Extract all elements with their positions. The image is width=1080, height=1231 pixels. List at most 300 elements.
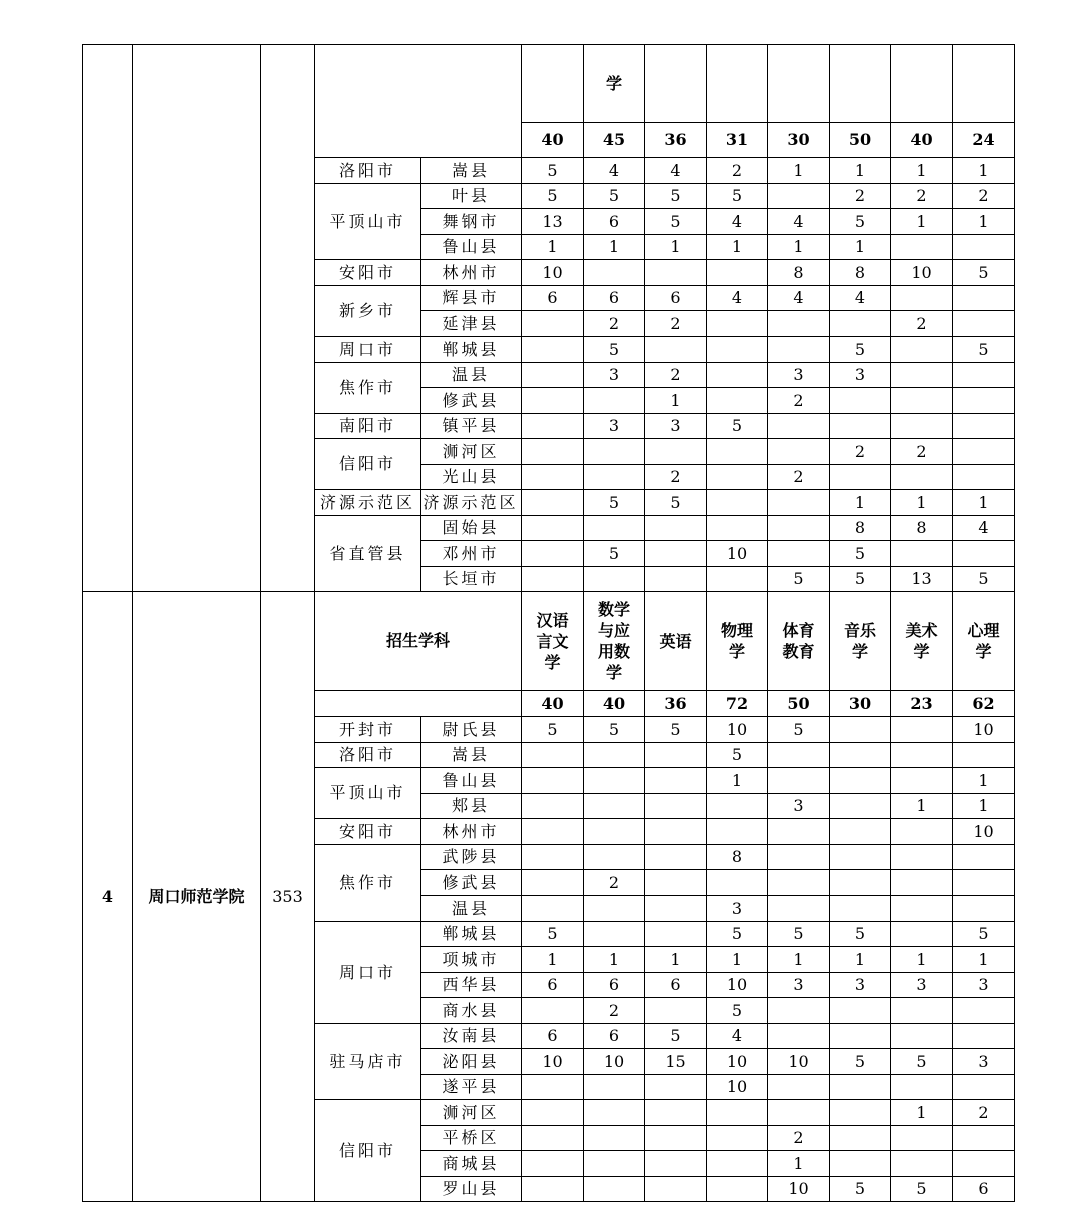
value-cell: 10: [707, 717, 768, 743]
county-cell: 西华县: [421, 973, 522, 998]
value-cell: 2: [645, 465, 707, 490]
city-cell: 焦作市: [315, 845, 421, 922]
subject-header-label: 招生学科: [315, 592, 522, 691]
value-cell: [891, 286, 953, 311]
subject-name-cell: [707, 592, 768, 691]
value-cell: [707, 388, 768, 414]
value-cell: 1: [891, 158, 953, 184]
value-cell: 10: [584, 1049, 645, 1075]
value-cell: [830, 794, 891, 819]
value-cell: [645, 922, 707, 947]
value-cell: 2: [707, 158, 768, 184]
value-cell: [768, 414, 830, 439]
value-cell: [768, 541, 830, 567]
value-cell: 5: [584, 490, 645, 516]
value-cell: 6: [645, 973, 707, 998]
value-cell: [707, 870, 768, 896]
value-cell: [891, 998, 953, 1024]
value-cell: [584, 1100, 645, 1126]
value-cell: [522, 768, 584, 794]
value-cell: [830, 819, 891, 845]
lower-quota-cell: 36: [645, 691, 707, 717]
subject-name-cell: [768, 592, 830, 691]
value-cell: [584, 567, 645, 592]
county-cell: 郸城县: [421, 337, 522, 363]
value-cell: 5: [768, 717, 830, 743]
upper-school-cell: [133, 45, 261, 592]
county-cell: 温县: [421, 363, 522, 388]
value-cell: [707, 465, 768, 490]
value-cell: 1: [953, 209, 1015, 235]
value-cell: 1: [830, 490, 891, 516]
value-cell: [830, 870, 891, 896]
value-cell: 6: [584, 1024, 645, 1049]
value-cell: [830, 1100, 891, 1126]
county-cell: 罗山县: [421, 1177, 522, 1202]
value-cell: 5: [707, 414, 768, 439]
subject-name-cell-text: 美术学: [905, 621, 938, 661]
value-cell: [953, 1024, 1015, 1049]
value-cell: [953, 311, 1015, 337]
value-cell: 6: [584, 286, 645, 311]
value-cell: [707, 567, 768, 592]
school-total-cell: 353: [261, 592, 315, 1202]
value-cell: [645, 1151, 707, 1177]
city-cell: 平顶山市: [315, 184, 421, 260]
upper-total-cell: [261, 45, 315, 592]
county-cell: 汝南县: [421, 1024, 522, 1049]
value-cell: [891, 896, 953, 922]
value-cell: [953, 286, 1015, 311]
value-cell: [707, 794, 768, 819]
value-cell: 5: [707, 743, 768, 768]
value-cell: [891, 1126, 953, 1151]
value-cell: 10: [768, 1049, 830, 1075]
value-cell: 3: [830, 363, 891, 388]
value-cell: [522, 567, 584, 592]
county-cell: 叶县: [421, 184, 522, 209]
lower-quota-cell: 23: [891, 691, 953, 717]
value-cell: 2: [584, 998, 645, 1024]
value-cell: [768, 516, 830, 541]
lower-quota-cell: 62: [953, 691, 1015, 717]
value-cell: [953, 235, 1015, 260]
value-cell: 1: [891, 490, 953, 516]
county-cell: 延津县: [421, 311, 522, 337]
value-cell: 3: [953, 973, 1015, 998]
value-cell: 5: [830, 209, 891, 235]
value-cell: 2: [768, 465, 830, 490]
upper-subject-head-6: [830, 45, 891, 123]
value-cell: [645, 1075, 707, 1100]
value-cell: [522, 516, 584, 541]
subject-name-cell: [953, 592, 1015, 691]
upper-subject-head-7: [891, 45, 953, 123]
value-cell: [768, 1024, 830, 1049]
value-cell: 5: [645, 209, 707, 235]
value-cell: 5: [522, 158, 584, 184]
value-cell: [830, 998, 891, 1024]
value-cell: 1: [707, 947, 768, 973]
value-cell: [645, 870, 707, 896]
value-cell: [584, 1177, 645, 1202]
value-cell: [953, 896, 1015, 922]
value-cell: [584, 1126, 645, 1151]
value-cell: [953, 845, 1015, 870]
value-cell: [707, 1151, 768, 1177]
value-cell: 1: [891, 947, 953, 973]
value-cell: 4: [707, 1024, 768, 1049]
value-cell: 1: [953, 158, 1015, 184]
county-cell: 修武县: [421, 870, 522, 896]
value-cell: [768, 870, 830, 896]
lower-quota-cell: 50: [768, 691, 830, 717]
value-cell: 3: [645, 414, 707, 439]
value-cell: [768, 998, 830, 1024]
value-cell: [522, 465, 584, 490]
upper-subject-head-2: 学: [584, 45, 645, 123]
city-cell: 信阳市: [315, 439, 421, 490]
value-cell: 1: [830, 235, 891, 260]
value-cell: [522, 388, 584, 414]
value-cell: 1: [953, 947, 1015, 973]
county-cell: 浉河区: [421, 1100, 522, 1126]
county-cell: 温县: [421, 896, 522, 922]
upper-quota-cell: 36: [645, 123, 707, 158]
value-cell: 5: [584, 184, 645, 209]
value-cell: [707, 363, 768, 388]
value-cell: [522, 1100, 584, 1126]
value-cell: [953, 998, 1015, 1024]
subject-name-cell-text: 音乐学: [843, 621, 876, 661]
value-cell: [522, 439, 584, 465]
value-cell: [645, 819, 707, 845]
value-cell: 5: [830, 337, 891, 363]
city-cell: 安阳市: [315, 260, 421, 286]
county-cell: 长垣市: [421, 567, 522, 592]
value-cell: 2: [584, 870, 645, 896]
value-cell: [522, 311, 584, 337]
value-cell: [768, 845, 830, 870]
value-cell: [522, 414, 584, 439]
value-cell: [830, 414, 891, 439]
value-cell: 5: [645, 717, 707, 743]
value-cell: 1: [953, 490, 1015, 516]
value-cell: 4: [584, 158, 645, 184]
value-cell: 5: [584, 337, 645, 363]
value-cell: [522, 896, 584, 922]
value-cell: 8: [891, 516, 953, 541]
county-cell: 项城市: [421, 947, 522, 973]
value-cell: 5: [830, 1177, 891, 1202]
value-cell: 6: [522, 286, 584, 311]
upper-quota-cell: 50: [830, 123, 891, 158]
county-cell: 鲁山县: [421, 768, 522, 794]
value-cell: 1: [584, 235, 645, 260]
value-cell: 8: [768, 260, 830, 286]
value-cell: [891, 541, 953, 567]
county-cell: 光山县: [421, 465, 522, 490]
value-cell: [830, 1075, 891, 1100]
value-cell: 1: [830, 158, 891, 184]
value-cell: [953, 439, 1015, 465]
value-cell: 5: [707, 998, 768, 1024]
county-cell: 镇平县: [421, 414, 522, 439]
value-cell: [645, 896, 707, 922]
value-cell: [707, 516, 768, 541]
value-cell: 5: [522, 922, 584, 947]
value-cell: [953, 1075, 1015, 1100]
value-cell: 5: [953, 922, 1015, 947]
value-cell: [953, 388, 1015, 414]
county-cell: 辉县市: [421, 286, 522, 311]
value-cell: [584, 439, 645, 465]
value-cell: 4: [645, 158, 707, 184]
subject-name-cell-text: 体育教育: [782, 621, 815, 661]
value-cell: [645, 794, 707, 819]
value-cell: 8: [707, 845, 768, 870]
value-cell: [953, 1151, 1015, 1177]
value-cell: [830, 743, 891, 768]
value-cell: [645, 439, 707, 465]
value-cell: [830, 768, 891, 794]
value-cell: [953, 1126, 1015, 1151]
value-cell: 10: [707, 541, 768, 567]
value-cell: [768, 819, 830, 845]
value-cell: [645, 845, 707, 870]
value-cell: [522, 794, 584, 819]
value-cell: [645, 1100, 707, 1126]
value-cell: [830, 311, 891, 337]
value-cell: [522, 363, 584, 388]
upper-subject-head-3: [645, 45, 707, 123]
value-cell: [891, 922, 953, 947]
city-cell: 开封市: [315, 717, 421, 743]
value-cell: 6: [522, 1024, 584, 1049]
value-cell: 5: [522, 184, 584, 209]
value-cell: 3: [953, 1049, 1015, 1075]
county-cell: 商城县: [421, 1151, 522, 1177]
value-cell: [768, 896, 830, 922]
value-cell: [891, 743, 953, 768]
value-cell: 4: [707, 209, 768, 235]
value-cell: [584, 1151, 645, 1177]
value-cell: [522, 998, 584, 1024]
value-cell: [707, 819, 768, 845]
value-cell: 1: [891, 794, 953, 819]
lower-quota-cell: 40: [522, 691, 584, 717]
value-cell: [522, 1151, 584, 1177]
value-cell: [584, 845, 645, 870]
county-cell: 尉氏县: [421, 717, 522, 743]
value-cell: [522, 870, 584, 896]
value-cell: 1: [891, 1100, 953, 1126]
value-cell: [584, 465, 645, 490]
value-cell: [891, 465, 953, 490]
value-cell: [707, 1126, 768, 1151]
value-cell: [768, 1100, 830, 1126]
value-cell: 1: [584, 947, 645, 973]
lower-quota-cell: 72: [707, 691, 768, 717]
value-cell: 2: [645, 311, 707, 337]
value-cell: 4: [768, 286, 830, 311]
value-cell: 8: [830, 260, 891, 286]
value-cell: 2: [830, 439, 891, 465]
value-cell: 3: [768, 794, 830, 819]
upper-quota-cell: 40: [522, 123, 584, 158]
value-cell: [891, 1024, 953, 1049]
value-cell: 1: [707, 235, 768, 260]
value-cell: [830, 717, 891, 743]
value-cell: [645, 541, 707, 567]
value-cell: [522, 1126, 584, 1151]
value-cell: [707, 1177, 768, 1202]
city-cell: 洛阳市: [315, 158, 421, 184]
value-cell: 5: [768, 922, 830, 947]
value-cell: 2: [584, 311, 645, 337]
value-cell: [584, 1075, 645, 1100]
value-cell: 1: [707, 768, 768, 794]
value-cell: [891, 819, 953, 845]
value-cell: [522, 541, 584, 567]
value-cell: 2: [645, 363, 707, 388]
upper-header-label-cell: [315, 45, 522, 158]
value-cell: 5: [830, 1049, 891, 1075]
city-cell: 省直管县: [315, 516, 421, 592]
value-cell: 1: [953, 768, 1015, 794]
upper-quota-cell: 45: [584, 123, 645, 158]
subject-name-cell-text: 汉语言文学: [536, 610, 569, 672]
value-cell: [645, 567, 707, 592]
value-cell: [522, 743, 584, 768]
city-cell: 信阳市: [315, 1100, 421, 1202]
value-cell: 3: [830, 973, 891, 998]
value-cell: 10: [522, 1049, 584, 1075]
upper-quota-cell: 40: [891, 123, 953, 158]
county-cell: 遂平县: [421, 1075, 522, 1100]
county-cell: 鲁山县: [421, 235, 522, 260]
upper-quota-cell: 31: [707, 123, 768, 158]
value-cell: 2: [891, 311, 953, 337]
value-cell: 6: [584, 209, 645, 235]
upper-subject-header-row: [83, 45, 1015, 123]
value-cell: 3: [584, 414, 645, 439]
value-cell: 5: [953, 260, 1015, 286]
city-cell: 驻马店市: [315, 1024, 421, 1100]
city-cell: 洛阳市: [315, 743, 421, 768]
value-cell: [891, 414, 953, 439]
value-cell: 2: [891, 439, 953, 465]
value-cell: [584, 896, 645, 922]
value-cell: [584, 768, 645, 794]
value-cell: 1: [768, 235, 830, 260]
value-cell: 6: [584, 973, 645, 998]
value-cell: [768, 1075, 830, 1100]
school-index-cell: 4: [83, 592, 133, 1202]
county-cell: 郏县: [421, 794, 522, 819]
value-cell: [830, 1151, 891, 1177]
value-cell: [768, 490, 830, 516]
value-cell: [522, 1177, 584, 1202]
value-cell: 1: [830, 947, 891, 973]
county-cell: 舞钢市: [421, 209, 522, 235]
value-cell: 5: [830, 922, 891, 947]
value-cell: 5: [645, 184, 707, 209]
subject-name-cell-text: 心理学: [967, 621, 1000, 661]
value-cell: [522, 845, 584, 870]
value-cell: 5: [522, 717, 584, 743]
value-cell: 6: [522, 973, 584, 998]
value-cell: [953, 870, 1015, 896]
value-cell: [645, 1177, 707, 1202]
value-cell: [953, 363, 1015, 388]
subject-name-cell: [891, 592, 953, 691]
value-cell: [584, 819, 645, 845]
value-cell: 5: [953, 567, 1015, 592]
subject-name-cell: [645, 592, 707, 691]
value-cell: 2: [891, 184, 953, 209]
value-cell: [830, 845, 891, 870]
value-cell: [830, 465, 891, 490]
value-cell: [953, 743, 1015, 768]
county-cell: 嵩县: [421, 158, 522, 184]
upper-index-cell: [83, 45, 133, 592]
value-cell: 10: [953, 717, 1015, 743]
value-cell: 10: [768, 1177, 830, 1202]
value-cell: [645, 768, 707, 794]
value-cell: 4: [707, 286, 768, 311]
county-cell: 泌阳县: [421, 1049, 522, 1075]
city-cell: 济源示范区: [315, 490, 421, 516]
value-cell: [891, 235, 953, 260]
value-cell: [891, 337, 953, 363]
city-cell: 焦作市: [315, 363, 421, 414]
value-cell: [891, 717, 953, 743]
subject-name-cell-text: 物理学: [720, 621, 753, 661]
quota-label-spacer: [315, 691, 522, 717]
county-cell: 济源示范区: [421, 490, 522, 516]
value-cell: [584, 922, 645, 947]
value-cell: [522, 490, 584, 516]
value-cell: 2: [768, 388, 830, 414]
subject-name-cell: [584, 592, 645, 691]
value-cell: [768, 184, 830, 209]
value-cell: 2: [953, 1100, 1015, 1126]
value-cell: [707, 337, 768, 363]
lower-subject-header-row: [83, 592, 1015, 691]
county-cell: 郸城县: [421, 922, 522, 947]
county-cell: 嵩县: [421, 743, 522, 768]
value-cell: [584, 516, 645, 541]
value-cell: 5: [584, 541, 645, 567]
value-cell: 1: [768, 1151, 830, 1177]
value-cell: 1: [891, 209, 953, 235]
value-cell: [707, 260, 768, 286]
county-cell: 林州市: [421, 260, 522, 286]
value-cell: [522, 337, 584, 363]
county-cell: 浉河区: [421, 439, 522, 465]
value-cell: 5: [830, 541, 891, 567]
value-cell: [522, 819, 584, 845]
value-cell: 5: [891, 1049, 953, 1075]
value-cell: 3: [891, 973, 953, 998]
upper-subject-head-4: [707, 45, 768, 123]
value-cell: 5: [891, 1177, 953, 1202]
lower-quota-cell: 30: [830, 691, 891, 717]
value-cell: [584, 260, 645, 286]
value-cell: 10: [522, 260, 584, 286]
value-cell: 2: [768, 1126, 830, 1151]
